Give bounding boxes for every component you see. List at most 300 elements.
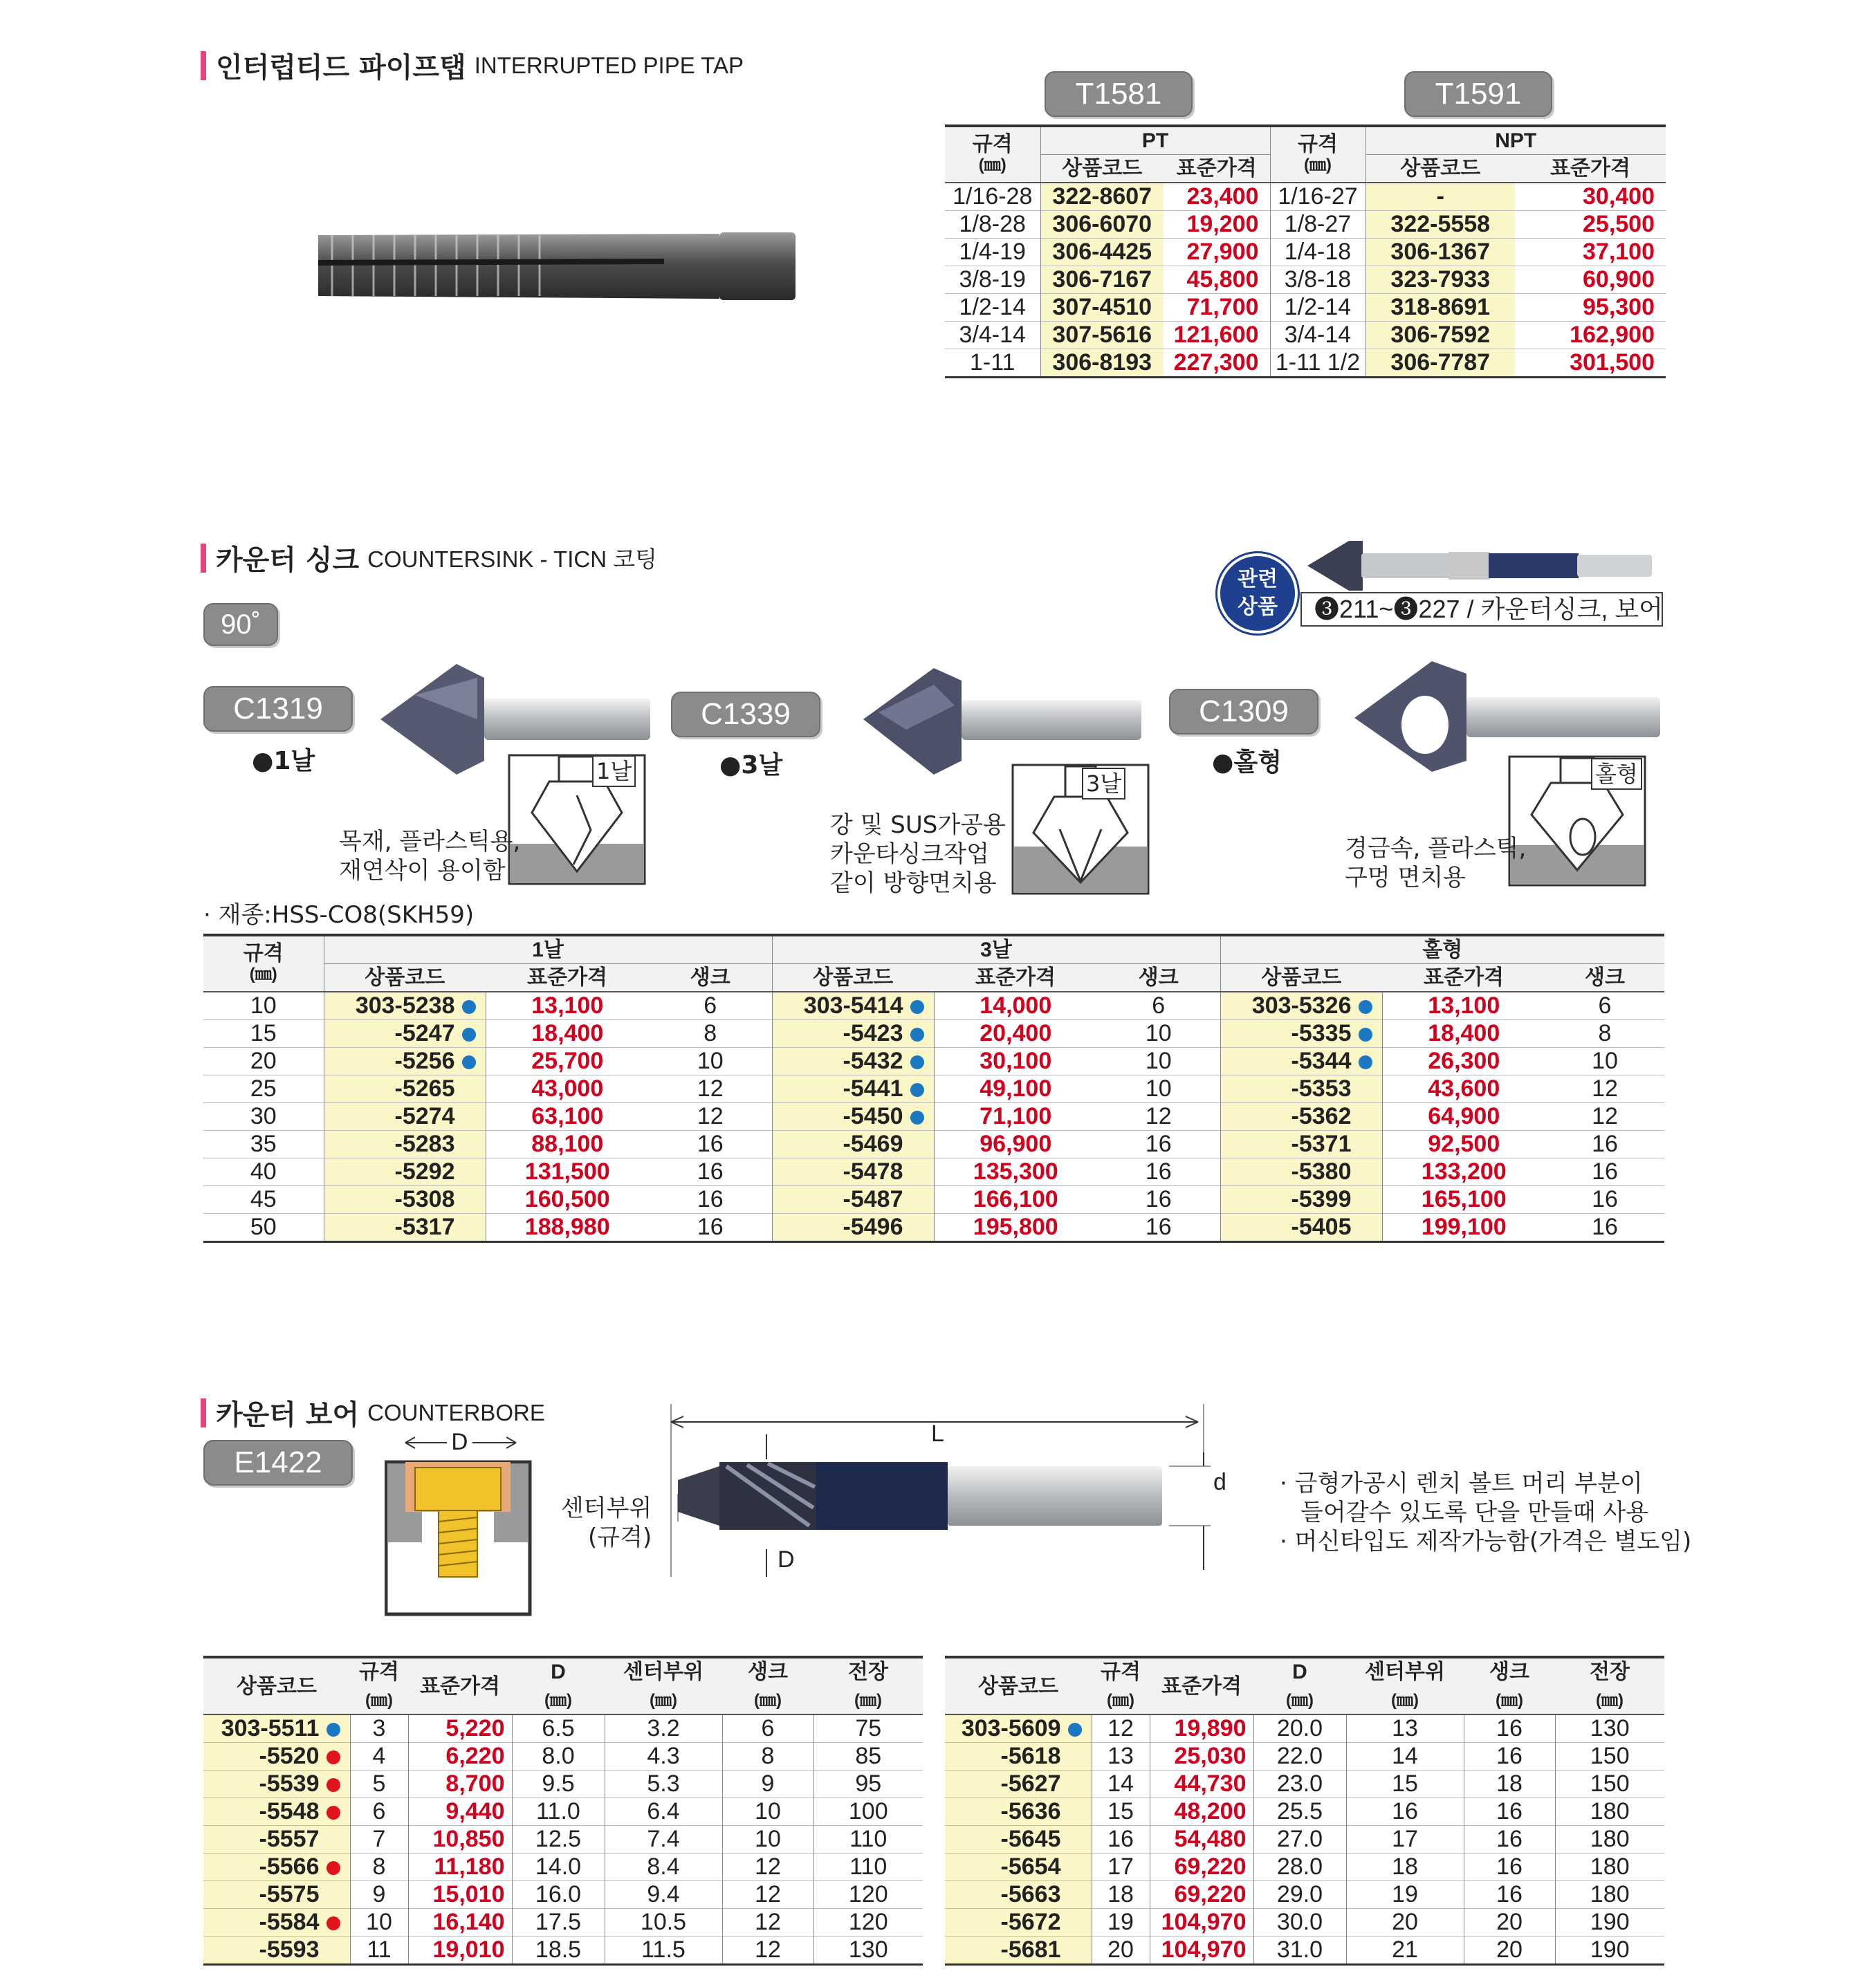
price-cell: 19,890	[1150, 1714, 1253, 1743]
stock-dot-icon	[327, 1806, 340, 1820]
table-row	[203, 1714, 923, 1743]
code-cell: -5423	[772, 1020, 934, 1048]
pipe-tap-table	[945, 124, 1666, 378]
description-line: 구멍 면치용	[1345, 864, 1466, 891]
price-cell: 25,500	[1583, 211, 1655, 237]
price-cell: 45,800	[1164, 266, 1270, 294]
table-row	[945, 1771, 1664, 1798]
size-cell: 17	[1092, 1854, 1150, 1881]
shank-cell: 16	[1464, 1714, 1555, 1743]
size-cell: 6	[350, 1798, 408, 1826]
chip-label: T1591	[1435, 77, 1522, 111]
center-cell: 21	[1346, 1937, 1464, 1965]
shank-cell: 16	[1464, 1743, 1555, 1771]
center-cell: 18	[1346, 1854, 1464, 1881]
size-cell: 1-11	[945, 349, 1040, 378]
center-part-label	[551, 1494, 652, 1552]
length-cell: 180	[1590, 1798, 1630, 1824]
dimension-L-label: L	[931, 1421, 944, 1447]
flute-type-label: ●1날	[252, 747, 315, 775]
code-cell: 322-5558	[1365, 211, 1515, 239]
counterbore-table-left	[203, 1656, 923, 1966]
D-cell: 17.5	[512, 1909, 605, 1937]
shank-cell: 10	[1592, 1048, 1618, 1074]
code-cell: -5672	[945, 1909, 1092, 1937]
D-cell: 27.0	[1253, 1826, 1346, 1854]
shank-cell: 10	[1097, 1020, 1220, 1048]
D-cell: 20.0	[1253, 1714, 1346, 1743]
header-price: 표준가격	[1161, 1674, 1242, 1698]
chip-label: C1309	[1199, 694, 1289, 728]
description-line: 목재, 플라스틱용,	[339, 828, 521, 856]
code-cell: -5283	[324, 1131, 486, 1158]
price-cell: 301,500	[1570, 349, 1655, 376]
shank-cell: 8	[649, 1020, 772, 1048]
code-cell: 306-7592	[1365, 322, 1515, 349]
header-size: 규격 (㎜)	[1270, 126, 1365, 183]
title-accent-bar	[201, 51, 206, 80]
table-row	[203, 1771, 923, 1798]
table-row	[945, 1743, 1664, 1771]
table-row	[203, 992, 1664, 1020]
price-cell: 69,220	[1150, 1881, 1253, 1909]
code-cell: -5584	[203, 1909, 350, 1937]
shank-cell: 10	[722, 1826, 813, 1854]
size-cell: 10	[350, 1909, 408, 1937]
title-english: INTERRUPTED PIPE TAP	[474, 52, 744, 78]
length-cell: 110	[849, 1854, 888, 1880]
table-row	[945, 211, 1666, 239]
code-cell: -5469	[772, 1131, 934, 1158]
size-cell: 1/8-28	[945, 211, 1040, 239]
price-cell: 25,030	[1150, 1743, 1253, 1771]
header-price: 표준가격	[1164, 155, 1270, 183]
table-row	[945, 1909, 1664, 1937]
center-cell: 9.4	[605, 1881, 722, 1909]
price-cell: 133,200	[1421, 1158, 1507, 1185]
table-row	[203, 1186, 1664, 1214]
price-cell: 63,100	[531, 1103, 604, 1129]
header-price: 표준가격	[1424, 966, 1504, 989]
code-cell: -5478	[772, 1158, 934, 1186]
table-row	[945, 239, 1666, 266]
center-cell: 4.3	[605, 1743, 722, 1771]
size-cell: 15	[1092, 1798, 1150, 1826]
price-cell: 121,600	[1164, 322, 1270, 349]
size-cell: 12	[1092, 1714, 1150, 1743]
section-title-counterbore	[201, 1393, 545, 1432]
center-label-line: 센터부위	[560, 1495, 652, 1522]
code-cell: -5371	[1220, 1131, 1382, 1158]
code-cell: 306-6070	[1040, 211, 1164, 239]
counterbore-image	[657, 1390, 1217, 1577]
price-cell: 18,400	[1428, 1020, 1500, 1046]
shank-cell: 16	[1097, 1158, 1220, 1186]
table-row	[945, 183, 1666, 211]
size-cell: 13	[1092, 1743, 1150, 1771]
title-accent-bar	[201, 544, 206, 573]
price-cell: 43,600	[1428, 1075, 1500, 1102]
shank-cell: 16	[649, 1186, 772, 1214]
price-cell: 11,180	[408, 1854, 512, 1881]
code-cell: -5593	[203, 1937, 350, 1965]
length-cell: 130	[1590, 1715, 1630, 1741]
code-cell: -5627	[945, 1771, 1092, 1798]
table-row	[945, 1826, 1664, 1854]
price-cell: 188,980	[524, 1214, 610, 1240]
length-cell: 95	[855, 1771, 882, 1797]
header-code: 상품코드	[237, 1674, 317, 1698]
stock-dot-icon	[910, 1028, 924, 1042]
stock-dot-icon	[910, 1055, 924, 1069]
code-cell: 303-5609	[945, 1714, 1092, 1743]
code-cell: 303-5414	[772, 992, 934, 1020]
table-row	[945, 266, 1666, 294]
size-cell: 25	[203, 1075, 324, 1103]
price-cell: 23,400	[1164, 183, 1270, 211]
center-cell: 7.4	[605, 1826, 722, 1854]
code-cell: 303-5326	[1220, 992, 1382, 1020]
center-cell: 10.5	[605, 1909, 722, 1937]
table-row	[203, 1743, 923, 1771]
shank-cell: 16	[1592, 1214, 1618, 1240]
header-size: 규격 (㎜)	[359, 1661, 399, 1710]
length-cell: 150	[1590, 1771, 1630, 1797]
product-description-c1319	[339, 827, 520, 885]
size-cell: 4	[350, 1743, 408, 1771]
shank-cell: 8	[722, 1743, 813, 1771]
table-row	[945, 1854, 1664, 1881]
size-cell: 15	[203, 1020, 324, 1048]
table-row	[203, 1881, 923, 1909]
D-cell: 18.5	[512, 1937, 605, 1965]
price-cell: 5,220	[408, 1714, 512, 1743]
header-price: 표준가격	[1550, 157, 1630, 180]
header-price: 표준가격	[975, 966, 1056, 989]
code-cell: -5548	[203, 1798, 350, 1826]
diagram-3-flute	[1011, 764, 1150, 895]
section-title-pipe-tap	[201, 46, 744, 85]
D-cell: 9.5	[512, 1771, 605, 1798]
table-row	[203, 1048, 1664, 1075]
size-cell: 50	[203, 1214, 324, 1242]
code-cell: 307-5616	[1040, 322, 1164, 349]
badge-line-2: 상품	[1238, 595, 1278, 619]
header-shank: 생크 (㎜)	[748, 1661, 788, 1710]
table-row	[203, 1826, 923, 1854]
shank-cell: 16	[1464, 1826, 1555, 1854]
price-cell: 30,400	[1583, 183, 1655, 210]
price-cell: 37,100	[1583, 239, 1655, 265]
dimension-d-label: d	[1213, 1469, 1226, 1495]
center-cell: 19	[1346, 1881, 1464, 1909]
code-cell: -5432	[772, 1048, 934, 1075]
header-shank: 생크 (㎜)	[1489, 1661, 1529, 1710]
size-cell: 20	[1092, 1937, 1150, 1965]
size-cell: 1-11 1/2	[1270, 349, 1365, 378]
countersink-table	[203, 934, 1664, 1243]
D-cell: 6.5	[512, 1714, 605, 1743]
D-cell: 29.0	[1253, 1881, 1346, 1909]
shank-cell: 12	[722, 1881, 813, 1909]
shank-cell: 16	[649, 1131, 772, 1158]
code-cell: -5520	[203, 1743, 350, 1771]
shank-cell: 12	[649, 1075, 772, 1103]
shank-cell: 20	[1464, 1937, 1555, 1965]
code-cell: -5292	[324, 1158, 486, 1186]
price-cell: 19,200	[1164, 211, 1270, 239]
code-cell: -5308	[324, 1186, 486, 1214]
description-line: 재연삭이 용이함	[339, 857, 506, 885]
center-cell: 3.2	[605, 1714, 722, 1743]
center-cell: 13	[1346, 1714, 1464, 1743]
shank-cell: 16	[1097, 1214, 1220, 1242]
header-group-1-flute: 1날	[324, 935, 772, 964]
center-cell: 20	[1346, 1909, 1464, 1937]
price-cell: 30,100	[980, 1048, 1052, 1074]
related-products-text[interactable]: ❸211~❸227 / 카운터싱크, 보어	[1300, 592, 1663, 627]
length-cell: 180	[1590, 1881, 1630, 1907]
header-pt: PT	[1040, 126, 1270, 155]
header-code: 상품코드	[978, 1674, 1058, 1698]
size-cell: 3	[350, 1714, 408, 1743]
title-korean: 카운터 싱크	[216, 544, 360, 576]
stock-dot-icon	[1359, 1000, 1372, 1014]
product-chip-e1422	[203, 1440, 353, 1486]
shank-cell: 16	[649, 1158, 772, 1186]
shank-cell: 16	[1097, 1186, 1220, 1214]
stock-dot-icon	[1359, 1055, 1372, 1069]
header-shank: 생크	[1585, 966, 1625, 989]
table-row	[203, 1214, 1664, 1242]
length-cell: 150	[1590, 1743, 1630, 1769]
product-description-c1339	[830, 811, 1006, 898]
code-cell: -5681	[945, 1937, 1092, 1965]
table-row	[203, 1937, 923, 1965]
code-cell: -5487	[772, 1186, 934, 1214]
size-cell: 35	[203, 1131, 324, 1158]
length-cell: 120	[848, 1881, 888, 1907]
price-cell: 48,200	[1150, 1798, 1253, 1826]
D-cell: 8.0	[512, 1743, 605, 1771]
code-cell: -	[1365, 183, 1515, 211]
header-D: D (㎜)	[1286, 1661, 1314, 1710]
stock-dot-icon	[910, 1000, 924, 1014]
code-cell: 307-4510	[1040, 294, 1164, 322]
price-cell: 227,300	[1164, 349, 1270, 378]
price-cell: 6,220	[408, 1743, 512, 1771]
diagram-label: 홀형	[1591, 758, 1642, 790]
code-cell: -5441	[772, 1075, 934, 1103]
size-cell: 1/2-14	[1270, 294, 1365, 322]
shank-cell: 16	[1464, 1854, 1555, 1881]
code-cell: -5247	[324, 1020, 486, 1048]
price-cell: 131,500	[524, 1158, 610, 1185]
badge-line-1: 관련	[1238, 567, 1278, 591]
code-cell: 303-5238	[324, 992, 486, 1020]
size-cell: 5	[350, 1771, 408, 1798]
price-cell: 27,900	[1164, 239, 1270, 266]
price-cell: 92,500	[1428, 1131, 1500, 1157]
table-row	[203, 1103, 1664, 1131]
length-cell: 120	[848, 1909, 888, 1935]
code-cell: -5450	[772, 1103, 934, 1131]
header-center: 센터부위 (㎜)	[1365, 1661, 1445, 1710]
price-cell: 104,970	[1150, 1937, 1253, 1965]
header-length: 전장 (㎜)	[848, 1661, 888, 1710]
table-row	[203, 1854, 923, 1881]
stock-dot-icon	[327, 1723, 340, 1737]
title-english: COUNTERSINK - TICN 코팅	[367, 546, 657, 572]
length-cell: 85	[855, 1743, 882, 1769]
shank-cell: 16	[1464, 1881, 1555, 1909]
description-line: 강 및 SUS가공용	[830, 811, 1006, 839]
shank-cell: 10	[722, 1798, 813, 1826]
table-row	[945, 294, 1666, 322]
shank-cell: 16	[1592, 1158, 1618, 1185]
code-cell: 306-7167	[1040, 266, 1164, 294]
code-cell: -5405	[1220, 1214, 1382, 1242]
size-cell: 45	[203, 1186, 324, 1214]
description-line: 경금속, 플라스틱,	[1345, 835, 1527, 862]
header-code: 상품코드	[1062, 157, 1143, 180]
D-cell: 31.0	[1253, 1937, 1346, 1965]
price-cell: 49,100	[980, 1075, 1052, 1102]
code-cell: 323-7933	[1365, 266, 1515, 294]
product-description-c1309	[1345, 834, 1526, 892]
header-code: 상품코드	[365, 966, 445, 989]
code-cell: -5399	[1220, 1186, 1382, 1214]
chip-label: C1339	[701, 697, 791, 731]
center-cell: 5.3	[605, 1771, 722, 1798]
header-npt: NPT	[1365, 126, 1666, 155]
size-cell: 1/16-28	[945, 183, 1040, 211]
code-cell: 306-8193	[1040, 349, 1164, 378]
D-cell: 28.0	[1253, 1854, 1346, 1881]
shank-cell: 8	[1598, 1020, 1612, 1046]
code-cell: -5362	[1220, 1103, 1382, 1131]
note-line: · 머신타입도 제작가능함(가격은 별도임)	[1280, 1528, 1692, 1555]
price-cell: 199,100	[1421, 1214, 1507, 1240]
length-cell: 180	[1590, 1826, 1630, 1852]
shank-cell: 12	[1592, 1103, 1618, 1129]
table-row	[203, 1798, 923, 1826]
code-cell: -5353	[1220, 1075, 1382, 1103]
product-chip-c1309	[1169, 689, 1318, 734]
diagram-label: 3날	[1082, 768, 1125, 799]
size-cell: 8	[350, 1854, 408, 1881]
stock-dot-icon	[327, 1778, 340, 1792]
code-cell: 306-7787	[1365, 349, 1515, 378]
description-line: 같이 방향면치용	[830, 869, 997, 897]
diagram-label: 1날	[592, 755, 636, 787]
dimension-D-label: D	[778, 1546, 795, 1573]
D-cell: 25.5	[1253, 1798, 1346, 1826]
price-cell: 165,100	[1421, 1186, 1507, 1212]
price-cell: 71,100	[980, 1103, 1052, 1129]
product-chip-c1319	[203, 686, 353, 732]
shank-cell: 12	[722, 1937, 813, 1965]
counterbore-table-right	[945, 1656, 1664, 1966]
table-row	[945, 1714, 1664, 1743]
note-line: · 금형가공시 렌치 볼트 머리 부분이	[1280, 1470, 1643, 1497]
center-cell: 8.4	[605, 1854, 722, 1881]
angle-chip-90	[203, 603, 278, 646]
table-row	[945, 349, 1666, 378]
size-cell: 3/4-14	[945, 322, 1040, 349]
size-cell: 1/2-14	[945, 294, 1040, 322]
price-cell: 9,440	[408, 1798, 512, 1826]
shank-cell: 6	[1598, 992, 1612, 1019]
shank-cell: 18	[1464, 1771, 1555, 1798]
shank-cell: 12	[722, 1909, 813, 1937]
D-cell: 23.0	[1253, 1771, 1346, 1798]
code-cell: -5557	[203, 1826, 350, 1854]
code-cell: -5636	[945, 1798, 1092, 1826]
shank-cell: 16	[649, 1214, 772, 1242]
D-cell: 14.0	[512, 1854, 605, 1881]
flute-type-label: ●3날	[719, 751, 783, 779]
size-cell: 3/8-19	[945, 266, 1040, 294]
code-cell: -5265	[324, 1075, 486, 1103]
header-shank: 생크	[649, 964, 772, 992]
size-cell: 1/4-18	[1270, 239, 1365, 266]
length-cell: 180	[1590, 1854, 1630, 1880]
code-cell: 303-5511	[203, 1714, 350, 1743]
code-cell: -5618	[945, 1743, 1092, 1771]
size-cell: 18	[1092, 1881, 1150, 1909]
table-row	[203, 1075, 1664, 1103]
stock-dot-icon	[462, 1000, 476, 1014]
price-cell: 26,300	[1428, 1048, 1500, 1074]
price-cell: 44,730	[1150, 1771, 1253, 1798]
price-cell: 60,900	[1583, 266, 1655, 293]
shank-cell: 10	[1097, 1075, 1220, 1103]
code-cell: -5335	[1220, 1020, 1382, 1048]
size-cell: 19	[1092, 1909, 1150, 1937]
shank-cell: 6	[649, 992, 772, 1020]
table-row	[203, 1158, 1664, 1186]
stock-dot-icon	[910, 1111, 924, 1125]
chip-label: 90˚	[221, 609, 261, 640]
code-cell: 318-8691	[1365, 294, 1515, 322]
code-cell: -5496	[772, 1214, 934, 1242]
shank-cell: 16	[1592, 1186, 1618, 1212]
title-english: COUNTERBORE	[367, 1399, 545, 1425]
size-cell: 7	[350, 1826, 408, 1854]
size-cell: 11	[350, 1937, 408, 1965]
table-row	[945, 1798, 1664, 1826]
chip-label: E1422	[234, 1445, 322, 1479]
product-chip-t1591	[1404, 71, 1552, 117]
price-cell: 18,400	[531, 1020, 604, 1046]
center-cell: 14	[1346, 1743, 1464, 1771]
note-line: 들어갈수 있도록 단을 만들때 사용	[1300, 1499, 1649, 1526]
shank-cell: 10	[1097, 1048, 1220, 1075]
size-cell: 16	[1092, 1826, 1150, 1854]
related-products-badge	[1217, 553, 1298, 634]
stock-dot-icon	[462, 1028, 476, 1042]
shank-cell: 20	[1464, 1909, 1555, 1937]
price-cell: 19,010	[408, 1937, 512, 1965]
header-price: 표준가격	[527, 966, 607, 989]
code-cell: -5344	[1220, 1048, 1382, 1075]
price-cell: 20,400	[980, 1020, 1052, 1046]
center-label-line: (규격)	[588, 1524, 652, 1551]
header-group-3-flute: 3날	[772, 935, 1220, 964]
stock-dot-icon	[327, 1750, 340, 1764]
table-row	[945, 1937, 1664, 1965]
